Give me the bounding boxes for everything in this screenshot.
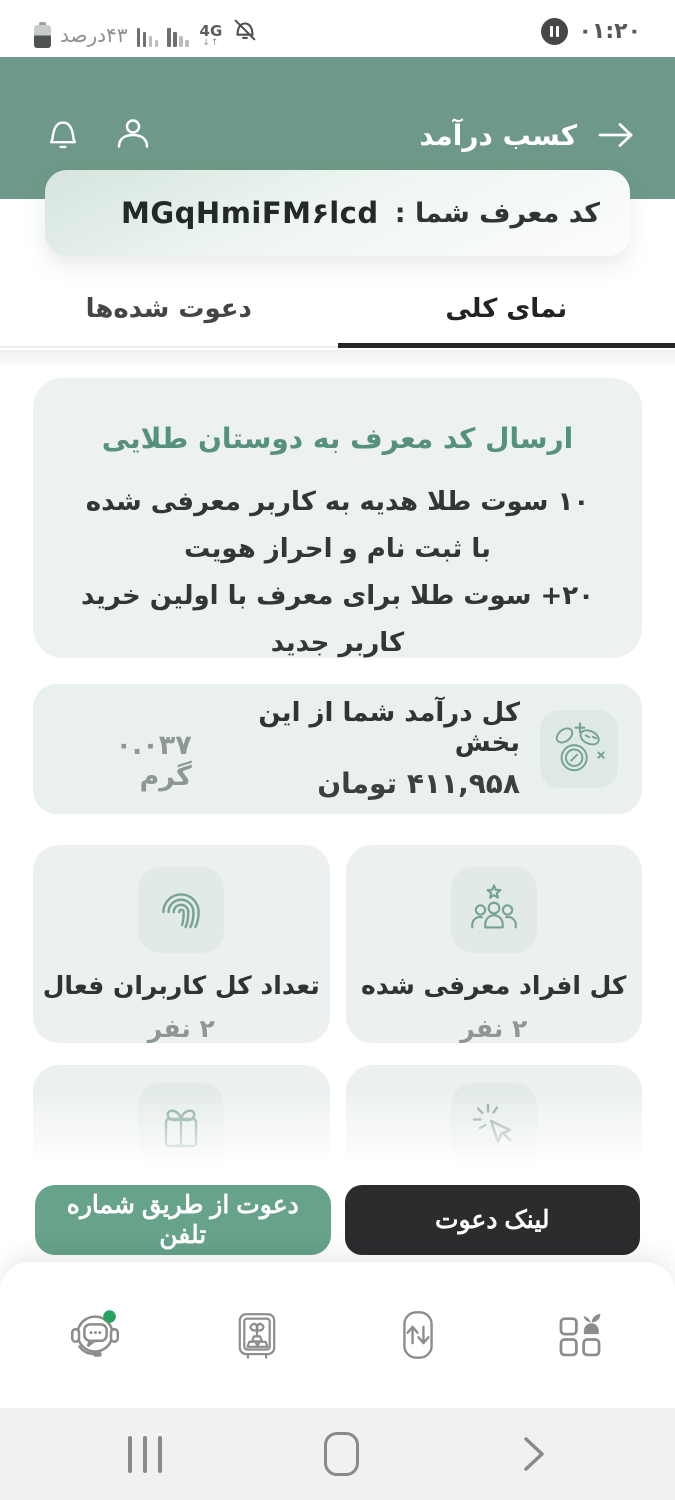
- promo-desc-1: ۱۰ سوت طلا هدیه به کاربر معرفی شده با ثبت نام و احراز هویت: [85, 487, 590, 564]
- invite-phone-button[interactable]: دعوت از طریق شماره تلفن: [35, 1185, 331, 1255]
- stat-value: ۲ نفر: [147, 1014, 215, 1043]
- copy-icon[interactable]: [75, 193, 109, 233]
- stat-card-referred: [346, 845, 643, 1043]
- earnings-gram-value: ۰.۰۳۷ گرم: [115, 730, 192, 792]
- partial-card-click: [346, 1065, 643, 1183]
- referral-code-card: [45, 170, 630, 256]
- fingerprint-icon: [138, 867, 224, 953]
- earnings-card: [33, 684, 642, 814]
- mute-icon: [231, 16, 259, 48]
- android-back-button[interactable]: [521, 1432, 547, 1476]
- tab-overview[interactable]: نمای کلی: [338, 272, 675, 346]
- support-icon[interactable]: [64, 1304, 126, 1366]
- earnings-label: کل درآمد شما از این بخش: [258, 698, 520, 758]
- page-title: کسب درآمد: [419, 118, 577, 152]
- stats-row: [33, 845, 642, 1043]
- promo-desc-2: ۲۰+ سوت طلا برای معرف با اولین خرید کاربر جدید: [80, 581, 595, 658]
- header-icons: [42, 113, 156, 157]
- home-button[interactable]: [324, 1432, 359, 1476]
- copy-referral-code[interactable]: [75, 193, 379, 233]
- tab-divider-strip: [0, 350, 675, 364]
- pause-badge-icon: [541, 18, 568, 45]
- transfer-icon[interactable]: [387, 1304, 449, 1366]
- clock: ۰۱:۲۰: [578, 19, 641, 44]
- partial-card-gift: [33, 1065, 330, 1183]
- network-type: 4G ↓↑: [199, 21, 223, 48]
- earnings-texts: [192, 698, 520, 800]
- action-buttons: [35, 1185, 640, 1255]
- stat-label: کل افراد معرفی شده: [361, 971, 627, 1000]
- earnings-toman-value: ۴۱۱,۹۵۸ تومان: [317, 767, 520, 800]
- signal-bars-icon: [137, 26, 159, 48]
- promo-title: ارسال کد معرف به دوستان طلایی: [101, 422, 574, 455]
- bottom-nav: [0, 1262, 675, 1408]
- status-right-cluster: [541, 18, 641, 45]
- battery-percent: ۴۳درصد: [60, 22, 128, 47]
- online-dot: [103, 1310, 116, 1323]
- battery-icon: [34, 22, 51, 48]
- vault-icon[interactable]: [226, 1304, 288, 1366]
- back-arrow-icon[interactable]: [593, 113, 639, 157]
- promo-card: [33, 378, 642, 658]
- referral-code-value[interactable]: MGqHmiFM۶lcd: [121, 196, 379, 230]
- stat-label: تعداد کل کاربران فعال: [42, 971, 320, 1000]
- tab-invitees[interactable]: دعوت شده‌ها: [85, 294, 252, 324]
- recents-button[interactable]: [128, 1436, 162, 1473]
- invite-link-button[interactable]: لینک دعوت: [345, 1185, 641, 1255]
- profile-icon[interactable]: [110, 113, 156, 157]
- data-arrows-icon: ↓↑: [202, 37, 220, 48]
- referral-code-label: کد معرف شما :: [394, 197, 600, 229]
- status-bar: [0, 0, 675, 57]
- bell-icon[interactable]: [42, 113, 84, 157]
- coins-icon: [540, 710, 618, 788]
- tab-bar: [0, 272, 675, 348]
- status-left-cluster: [34, 16, 259, 48]
- android-navbar: [0, 1408, 675, 1500]
- gift-icon: [138, 1083, 224, 1169]
- people-crown-icon: [451, 867, 537, 953]
- stat-card-active-users: [33, 845, 330, 1043]
- signal-bars-icon-2: [167, 26, 189, 48]
- stat-value: ۲ نفر: [460, 1014, 528, 1043]
- partial-cards-row: [33, 1065, 642, 1183]
- click-icon: [451, 1083, 537, 1169]
- dashboard-icon[interactable]: [549, 1304, 611, 1366]
